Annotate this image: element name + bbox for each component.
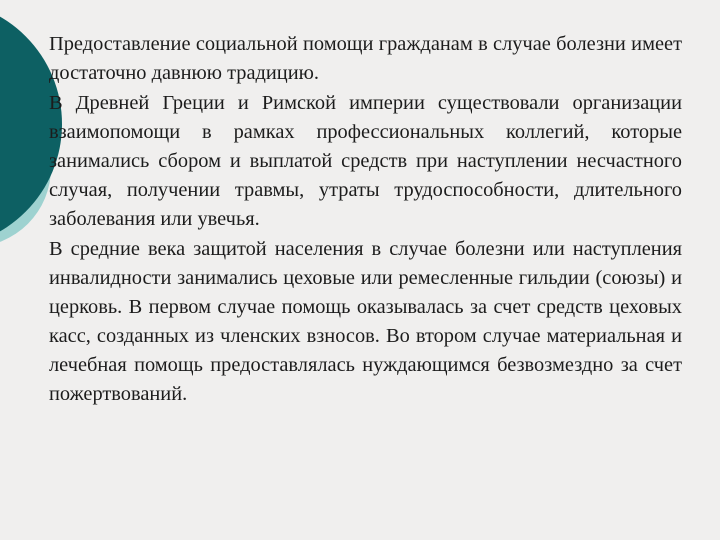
paragraph-middle-ages: В средние века защитой населения в случае болезни или наступления инвалидности занимались цеховые или ремесленные гильдии (союзы) и церковь. В первом случае помощь оказывалась за счет средств цеховых касс, созданных из членских взносов. Во втором случае материальная и лечебная помощь предоставлялась нуждающимся безвозмездно за счет пожертвований. [49,238,682,405]
paragraph-intro: Предоставление социальной помощи гражданам в случае болезни имеет достаточно давнюю традицию. [49,33,682,84]
slide-body-text [49,30,682,409]
paragraph-ancient-greece-rome: В Древней Греции и Римской империи существовали организации взаимопомощи в рамках профессиональных коллегий, которые занимались сбором и выплатой средств при наступлении несчастного случая, получении травмы, утраты трудоспособности, длительного заболевания или увечья. [49,92,682,230]
